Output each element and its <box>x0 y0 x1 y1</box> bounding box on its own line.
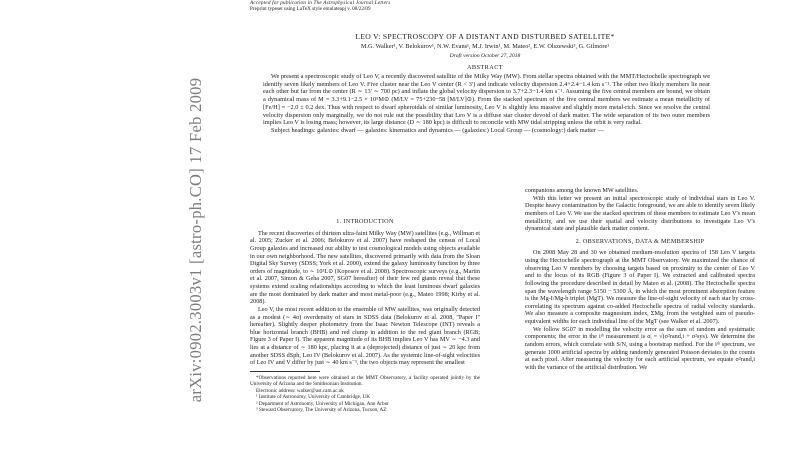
intro-paragraph-2: Leo V, the most recent addition to the ensemble of MW satellites, was originally detected as a modest (∼ 4σ) overdensity of stars in SDSS data (Belokurov et al. 2008, "Paper I" hereafter). Slightly deeper photometry from the Isaac Newton Telescope (INT) reveals a blue horizontal branch (BHB) and red clump in addition to the red giant branch (RGB; Figure 3 of Paper I). The apparent magnitude of its BHB implies Leo V has MV ∼ −4.3 and lies at a distance of ∼ 180 kpc, placing it at a (deprojected) distance of just ∼ 20 kpc from another SDSS dSph, Leo IV (Belokurov et al. 2007). As the systemic line-of-sight velocities of Leo IV and V differ by just ∼ 40 km s⁻¹, the two objects may represent the smallest <box>250 305 480 367</box>
arxiv-identifier-stamp[interactable]: arXiv:0902.3003v1 [astro-ph.CO] 17 Feb 2009 <box>186 77 205 403</box>
footnote-email[interactable]: Electronic address: walker@ast.cam.ac.uk <box>256 387 344 394</box>
preprint-note: Preprint typeset using LaTeX style emulateapj v. 08/22/09 <box>250 6 371 12</box>
left-column <box>250 216 480 413</box>
author-list: M.G. Walker¹, V. Belokurov¹, N.W. Evans¹, M.J. Irwin¹, M. Mateo², E.W. Olszewski³, G. Gilmore¹ <box>360 43 610 50</box>
velocity-errors-paragraph: We follow SG07 in modelling the velocity error as the sum of random and systematic components; the error in the iᵗʰ measurement is σᵢ = √(σ²rand,i + σ²sys). We determine the random errors, which correlate with S/N, using a bootstrap method. For the iᵗʰ spectrum, we generate 1000 artificial spectra by adding randomly generated Poisson deviates to the counts at each pixel. After measuring the velocity for each artificial spectrum, we equate σ²rand,i with the variance of the artificial distribution. We <box>525 325 755 371</box>
right-column <box>525 187 755 371</box>
paper-title: LEO V: SPECTROSCOPY OF A DISTANT AND DISTURBED SATELLITE* <box>355 32 615 41</box>
abstract-block <box>263 73 710 135</box>
intro-paragraph-1: The recent discoveries of thirteen ultra-faint Milky Way (MW) satellites (e.g., Willman et al. 2005; Zucker et al. 2006; Belokurov et al. 2007) have reshaped the census of Local Group galaxies and increased our ability to test cosmological models using objects available in our own neighborhood. The new satellites, discovered primarily with data from the Sloan Digital Sky Survey (SDSS; York et al. 2000), extend the galaxy luminosity function by three orders of magnitude, to ∼ 10³L⊙ (Koposov et al. 2008). Spectroscopic surveys (e.g., Martin et al. 2007, Simon & Geha 2007, SG07 hereafter) of their few red giants reveal that these systems extend scaling relationships according to which the least luminous dwarf galaxies are the most dominated by dark matter and most metal-poor (e.g., Mateo 1998; Kirby et al. 2008). <box>250 229 480 306</box>
observations-heading: 2. OBSERVATIONS, DATA & MEMBERSHIP <box>575 237 705 245</box>
footnote-observations: *Observations reported here were obtained at the MMT Observatory, a facility operated jointly by the University of Arizona and the Smithsonian Institution. <box>250 374 480 388</box>
acceptance-note: Accepted for publication in The Astrophysical Journal Letters <box>250 0 391 6</box>
footnote-affiliation-1: ¹ Institute of Astronomy, University of Cambridge, UK <box>256 394 371 401</box>
footnotes <box>250 375 480 413</box>
abstract-heading: ABSTRACT <box>466 64 504 71</box>
observations-paragraph: On 2008 May 28 and 30 we obtained medium-resolution spectra of 158 Leo V targets using the Hectochelle spectrograph at the MMT Observatory. We maximized the chance of observing Leo V members by choosing targets based on proximity to the center of Leo V and to the locus of its RGB (Figure 3 of Paper I). We extracted and calibrated spectra following the procedure described in detail by Mateo et al. (2008). The Hectochelle spectra span the wavelength range 5150 − 5300 Å, in which the most prominent absorption feature is the Mg-I/Mg-b triplet (MgT). We measure the line-of-sight velocity of each star by cross-correlating its spectrum against co-added Hectochelle spectra of radial velocity standards. We also measure a composite magnesium index, ΣMg, from the weighted sum of pseudo-equivalent widths for each individual line of the MgT (see Walker et al. 2007). <box>525 249 755 325</box>
intro-paragraph-3: With this letter we present an initial spectroscopic study of individual stars in Leo V. Despite heavy contamination by the Galactic foreground, we are able to identify seven likely members of Leo V. We use the stacked spectrum of these members to estimate Leo V's mean metallicity, and we use their spatial and velocity distributions to investigate Leo V's dynamical state and plausible dark matter content. <box>525 194 755 233</box>
footnote-affiliation-2: ² Department of Astronomy, University of Michigan, Ann Arbor <box>256 400 389 407</box>
abstract-text: We present a spectroscopic study of Leo V, a recently discovered satellite of the Milky Way (MW). From stellar spectra obtained with the MMT/Hectochelle spectrograph we identify seven likely members of Leo V. Five cluster near the Leo V center (R < 3′) and indicate velocity dispersion 2.4+2.4−1.4 km s⁻¹. The other two likely members lie near each other but far from the center (R ∼ 13′ ∼ 700 pc) and inflate the global velocity dispersion to 3.7+2.3−1.4 km s⁻¹. Assuming the five central members are bound, we obtain a dynamical mass of M = 3.3+9.1−2.5 × 10⁵M⊙ (M/LV = 75+230−58 [M/LV]⊙). From the stacked spectrum of the five central members we estimate a mean metallicity of [Fe/H] = −2.0 ± 0.2 dex. Thus with respect to dwarf spheroidals of similar luminosity, Leo V is slightly less massive and slightly more metal-rich. Since we resolve the central velocity dispersion only marginally, we do not rule out the possibility that Leo V is a diffuse star cluster devoid of dark matter. The wide separation of its two outer members implies Leo V is losing mass; however, its large distance (D ∼ 180 kpc) is difficult to reconcile with MW tidal stripping unless the orbit is very radial. <box>263 73 710 127</box>
footnote-affiliation-3: ³ Steward Observatory, The University of Arizona, Tucson, AZ <box>256 406 387 413</box>
intro-continuation: companions among the known MW satellites. <box>525 187 639 194</box>
subject-headings: Subject headings: galaxies: dwarf — galaxies: kinematics and dynamics — (galaxies:) Local Group — (cosmology:) dark matter — <box>271 127 604 135</box>
introduction-heading: 1. INTRODUCTION <box>336 218 394 225</box>
draft-date: Draft version October 27, 2018 <box>449 53 521 59</box>
footnote-rule <box>250 371 320 372</box>
